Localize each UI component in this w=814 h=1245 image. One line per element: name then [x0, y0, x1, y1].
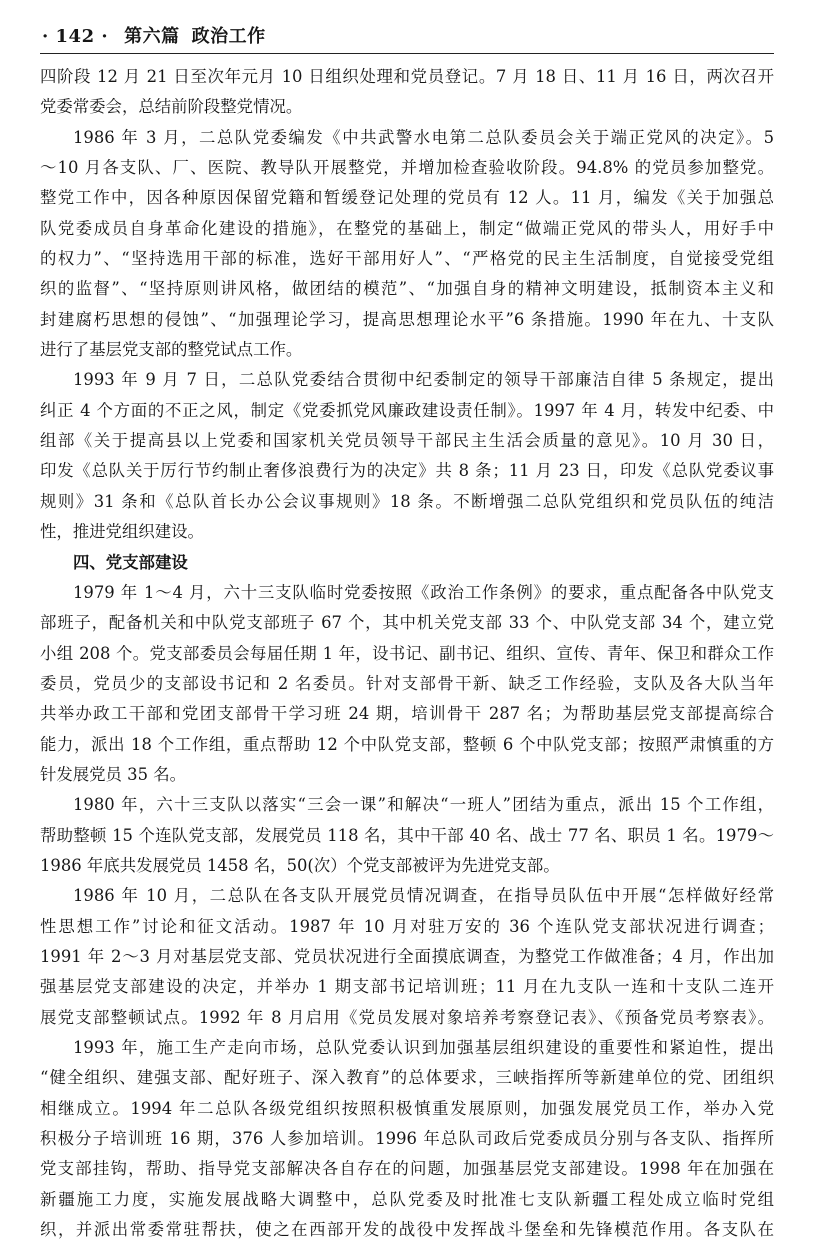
text-line: “健全组织、建强支部、配好班子、深入教育”的总体要求，三峡指挥所等新建单位的党、团组织 — [40, 1068, 774, 1088]
text-line: 性思想工作”讨论和征文活动。1987 年 10 月对驻万安的 36 个连队党支部状况进行调查； — [40, 916, 774, 936]
text-line: 党支部挂钩，帮助、指导党支部解决各自存在的问题，加强基层党支部建设。1998 年在加强在 — [40, 1159, 774, 1179]
text-line: 进行了基层党支部的整党试点工作。 — [40, 340, 303, 360]
text-line: 的权力”、“坚持选用干部的标准，选好干部用好人”、“严格党的民主生活制度，自觉接受党组 — [40, 249, 774, 269]
text-line: 1986 年底共发展党员 1458 名，50(次）个党支部被评为先进党支部。 — [40, 855, 560, 875]
text-line: 1986 年 10 月，二总队在各支队开展党员情况调查，在指导员队伍中开展“怎样做好经常 — [73, 886, 774, 906]
page-number: · 142 · — [42, 26, 109, 47]
text-line: 印发《总队关于厉行节约制止奢侈浪费行为的决定》共 8 条；11 月 23 日，印发《总队党委议事 — [40, 461, 774, 481]
text-line: 强基层党支部建设的决定，并举办 1 期支部书记培训班；11 月在九支队一连和十支队二连开 — [40, 977, 774, 997]
text-line: 1980 年，六十三支队以落实“三会一课”和解决“一班人”团结为重点，派出 15 个工作组， — [73, 795, 774, 815]
text-line: ～10 月各支队、厂、医院、教导队开展整党，并增加检查验收阶段。94.8% 的党员参加整党。 — [40, 158, 774, 178]
section-title: 政治工作 — [191, 26, 266, 47]
text-line: 部班子，配备机关和中队党支部班子 67 个，其中机关党支部 33 个、中队党支部 34 个，建立党 — [40, 613, 774, 633]
text-line: 封建腐朽思想的侵蚀”、“加强理论学习，提高思想理论水平”6 条措施。1990 年在九、十支队 — [40, 309, 774, 329]
text-line: 1991 年 2～3 月对基层党支部、党员状况进行全面摸底调查，为整党工作做准备；4 月，作出加 — [40, 946, 774, 966]
text-line: 组部《关于提高县以上党委和国家机关党员领导干部民主生活会质量的意见》。10 月 30 日， — [40, 431, 774, 451]
text-line: 1993 年 9 月 7 日，二总队党委结合贯彻中纪委制定的领导干部廉洁自律 5 条规定，提出 — [73, 370, 774, 390]
text-line: 针发展党员 35 名。 — [40, 764, 187, 784]
text-line: 相继成立。1994 年二总队各级党组织按照积极慎重发展原则，加强发展党员工作，举办入党 — [40, 1098, 774, 1118]
text-line: 队党委成员自身革命化建设的措施》，在整党的基础上，制定“做端正党风的带头人，用好手中 — [40, 218, 774, 238]
text-line: 积极分子培训班 16 期，376 人参加培训。1996 年总队司政后党委成员分别与各支队、指挥所 — [40, 1129, 774, 1149]
text-line: 共举办政工干部和党团支部骨干学习班 24 期，培训骨干 287 名；为帮助基层党支部提高综合 — [40, 704, 774, 724]
text-line: 织，并派出常委常驻帮扶，使之在西部开发的战役中发挥战斗堡垒和先锋模范作用。各支队在 — [40, 1220, 774, 1240]
header-rule — [40, 53, 774, 54]
running-header — [42, 22, 266, 48]
text-line: 四阶段 12 月 21 日至次年元月 10 日组织处理和党员登记。7 月 18 日、11 月 16 日，两次召开 — [40, 67, 774, 86]
text-line: 整党工作中，因各种原因保留党籍和暂缓登记处理的党员有 12 人。11 月，编发《关于加强总 — [40, 188, 774, 208]
text-line: 委员，党员少的支部设书记和 2 名委员。针对支部骨干新、缺乏工作经验，支队及各大队当年 — [40, 673, 774, 693]
section-heading: 四、党支部建设 — [73, 552, 188, 572]
text-line: 帮助整顿 15 个连队党支部，发展党员 118 名，其中干部 40 名、战士 77 名、职员 1 名。1979～ — [40, 825, 774, 845]
text-line: 新疆施工力度，实施发展战略大调整中，总队党委及时批准七支队新疆工程处成立临时党组 — [40, 1189, 774, 1209]
text-line: 1986 年 3 月，二总队党委编发《中共武警水电第二总队委员会关于端正党风的决定》。5 — [73, 127, 774, 147]
text-line: 性，推进党组织建设。 — [40, 522, 204, 542]
text-line: 小组 208 个。党支部委员会每届任期 1 年，设书记、副书记、组织、宣传、青年、保卫和群众工作 — [40, 643, 774, 663]
text-line: 1979 年 1～4 月，六十三支队临时党委按照《政治工作条例》的要求，重点配备各中队党支 — [73, 582, 774, 602]
text-line: 织的监督”、“坚持原则讲风格，做团结的模范”、“加强自身的精神文明建设，抵制资本主义和 — [40, 279, 774, 299]
text-line: 规则》31 条和《总队首长办公会议事规则》18 条。不断增强二总队党组织和党员队伍的纯洁 — [40, 491, 774, 511]
text-line: 1993 年，施工生产走向市场，总队党委认识到加强基层组织建设的重要性和紧迫性，提出 — [73, 1038, 774, 1057]
text-line: 展党支部整顿试点。1992 年 8 月启用《党员发展对象培养考察登记表》、《预备党员考察表》。 — [40, 1007, 774, 1027]
text-line: 党委常委会，总结前阶段整党情况。 — [40, 97, 303, 117]
body-text — [40, 62, 774, 1245]
part-title: 第六篇 — [124, 26, 180, 47]
text-line: 能力，派出 18 个工作组，重点帮助 12 个中队党支部，整顿 6 个中队党支部；按照严肃慎重的方 — [40, 734, 774, 754]
text-line: 纠正 4 个方面的不正之风，制定《党委抓党风廉政建设责任制》。1997 年 4 月，转发中纪委、中 — [40, 400, 774, 420]
